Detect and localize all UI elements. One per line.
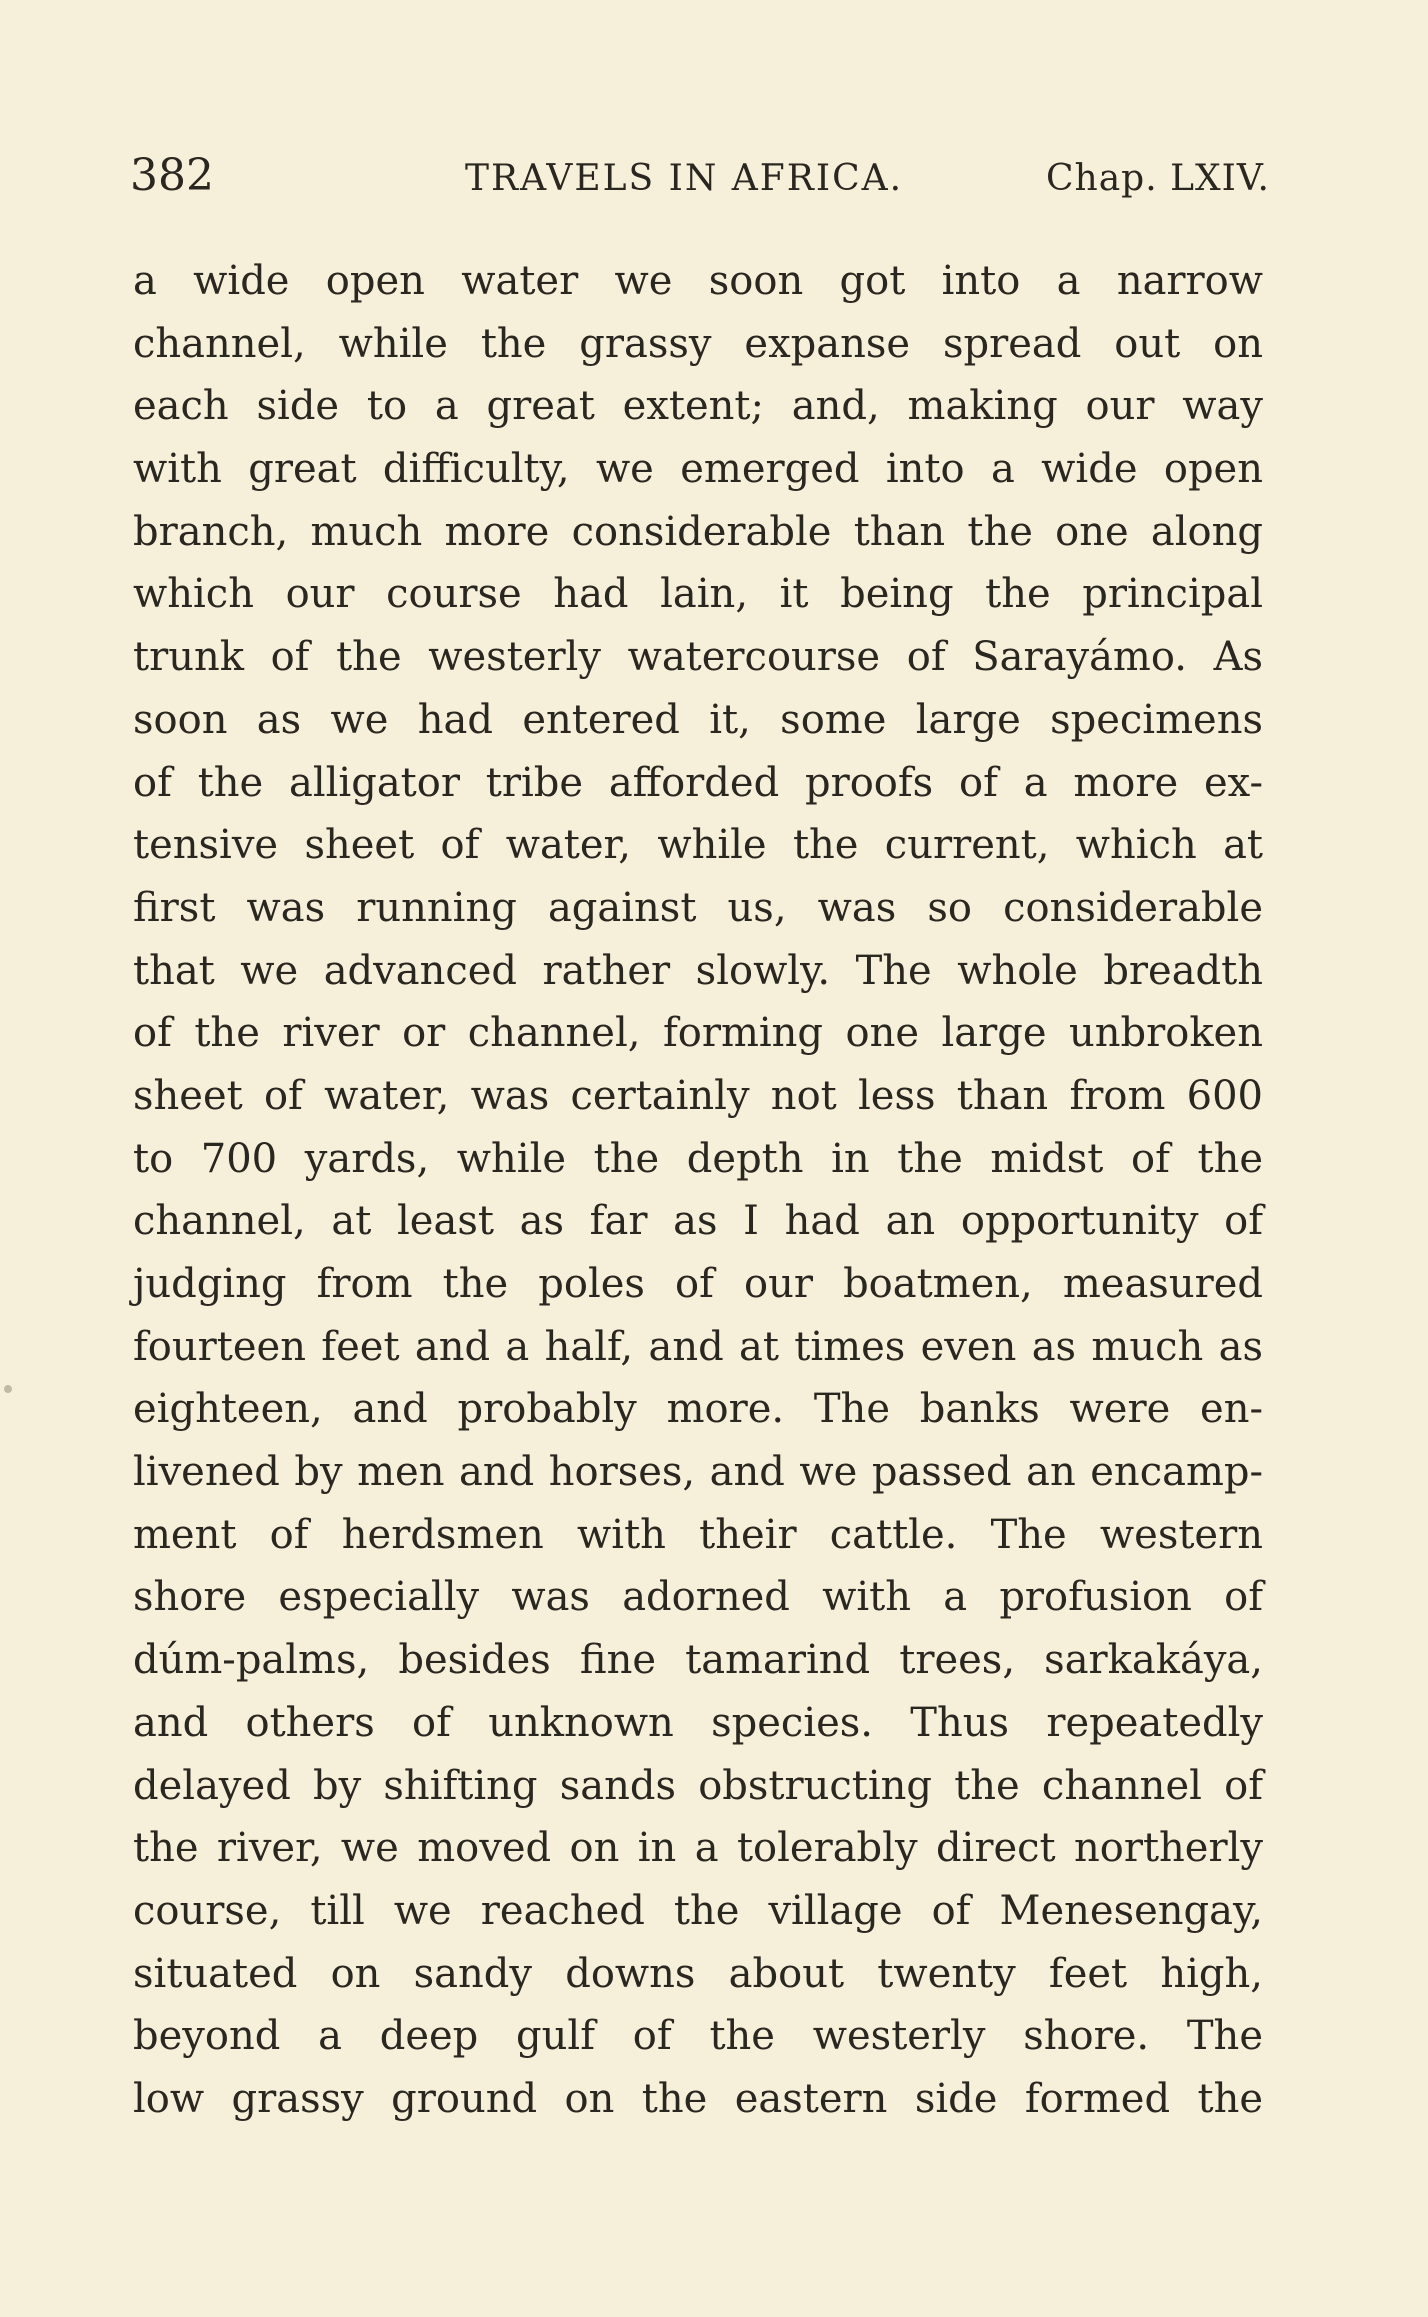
text-line: a wide open water we soon got into a narrow <box>133 258 1263 304</box>
text-line: shore especially was adorned with a profusion of <box>133 1574 1263 1621</box>
text-line: each side to a great extent; and, making our way <box>133 383 1263 430</box>
text-line: delayed by shifting sands obstructing the channel of <box>133 1762 1263 1809</box>
text-line: the river, we moved on in a tolerably direct northerly <box>133 1825 1263 1872</box>
text-line: and others of unknown species. Thus repeatedly <box>133 1699 1263 1746</box>
text-line: situated on sandy downs about twenty feet high, <box>133 1950 1263 1997</box>
text-line: with great difficulty, we emerged into a wide open <box>133 446 1263 493</box>
text-line: eighteen, and probably more. The banks were en- <box>133 1386 1263 1433</box>
text-line: sheet of water, was certainly not less than from 600 <box>133 1072 1263 1119</box>
text-line: dúm-palms, besides fine tamarind trees, sarkakáya, <box>133 1637 1263 1684</box>
text-line: beyond a deep gulf of the westerly shore. The <box>133 2013 1263 2060</box>
text-line: livened by men and horses, and we passed an encamp- <box>133 1449 1263 1496</box>
text-line: that we advanced rather slowly. The whole breadth <box>133 947 1263 994</box>
text-line: soon as we had entered it, some large specimens <box>133 696 1263 743</box>
page-header <box>130 150 1270 210</box>
paper-speck <box>4 1385 12 1393</box>
text-line: of the river or channel, forming one large unbroken <box>133 1010 1263 1057</box>
text-line: trunk of the westerly watercourse of Sarayámo. As <box>133 634 1263 681</box>
text-line: channel, while the grassy expanse spread out on <box>133 320 1263 367</box>
text-line: ment of herdsmen with their cattle. The western <box>133 1511 1263 1558</box>
running-title: TRAVELS IN AFRICA. <box>465 158 904 199</box>
text-line: which our course had lain, it being the principal <box>133 571 1263 618</box>
chapter-label: Chap. LXIV. <box>1045 158 1270 199</box>
text-line: course, till we reached the village of Menesengay, <box>133 1887 1263 1934</box>
text-line: low grassy ground on the eastern side formed the <box>133 2075 1263 2122</box>
text-line: of the alligator tribe afforded proofs of a more ex- <box>133 759 1263 806</box>
text-line: first was running against us, was so considerable <box>133 884 1263 931</box>
body-text <box>133 250 1263 2131</box>
text-line: fourteen feet and a half, and at times even as much as <box>133 1323 1263 1370</box>
text-line: tensive sheet of water, while the current, which at <box>133 822 1263 869</box>
text-line: judging from the poles of our boatmen, measured <box>133 1261 1263 1307</box>
text-line: to 700 yards, while the depth in the midst of the <box>133 1135 1263 1182</box>
page-number: 382 <box>130 150 214 201</box>
text-line: branch, much more considerable than the one along <box>133 508 1263 555</box>
text-line: channel, at least as far as I had an opportunity of <box>133 1198 1263 1245</box>
